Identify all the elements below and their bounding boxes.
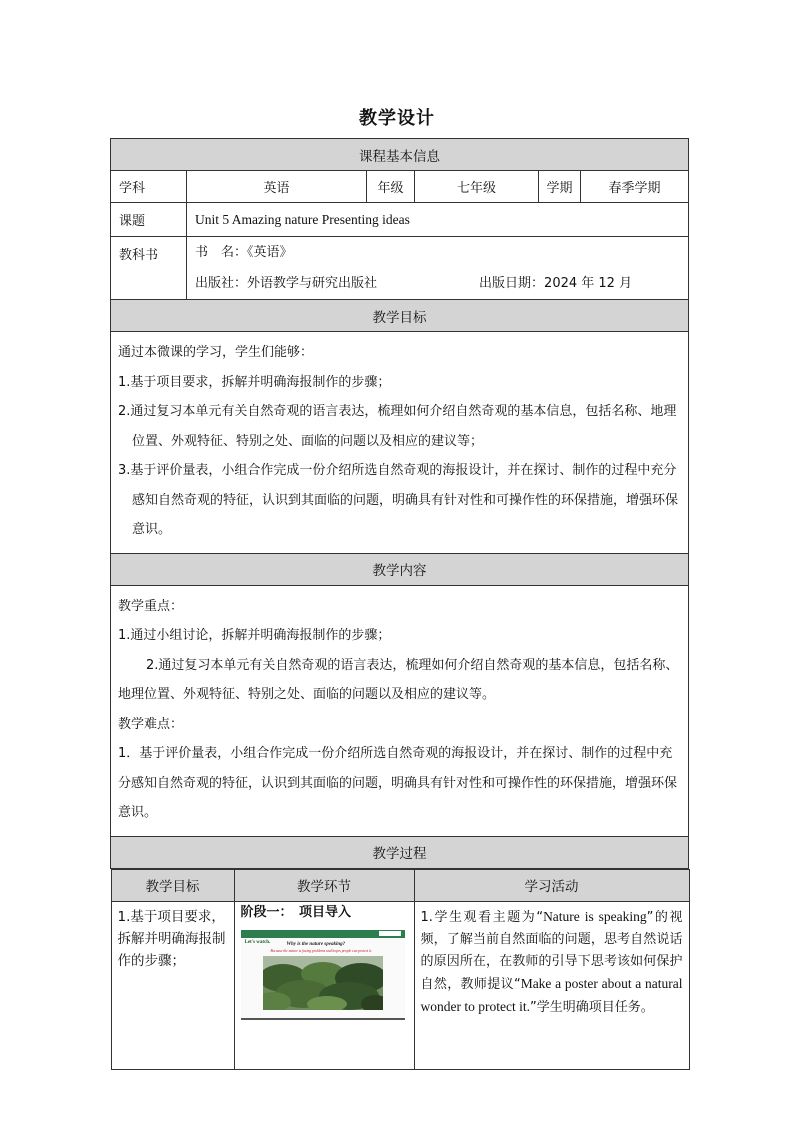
difficulty-item: 1．基于评价量表，小组合作完成一份介绍所选自然奇观的海报设计，并在探讨、制作的过程中充分感知自然奇观的特征，认识到其面临的问题，明确具有针对性和可操作性的环保措施，增强环保意识。	[118, 746, 678, 820]
publisher-logo-icon	[379, 931, 401, 936]
key-point-item: 1.通过小组讨论，拆解并明确海报制作的步骤；	[118, 628, 391, 643]
objectives-body	[111, 332, 689, 554]
activity-teacher-quote: Make a poster about a natural wonder to protect it.	[420, 975, 683, 1014]
subject-value: 英语	[187, 171, 367, 203]
publisher-line	[195, 268, 680, 299]
key-point-item: 2.通过复习本单元有关自然奇观的语言表达，梳理如何介绍自然奇观的基本信息，包括名称、地理位置、外观特征、特别之处、面临的问题以及相应的建议等。	[118, 657, 679, 702]
objectives-intro: 通过本微课的学习，学生们能够：	[118, 345, 314, 360]
slide-lets-watch: Let's watch.	[244, 939, 271, 945]
process-table-wrap	[111, 868, 689, 1070]
col-header-goal: 教学目标	[111, 869, 234, 901]
section-header-content: 教学内容	[111, 553, 689, 585]
process-table	[111, 869, 690, 1070]
content-body	[111, 585, 689, 836]
key-points-label: 教学重点：	[118, 598, 184, 614]
slide-thumbnail	[241, 930, 405, 1020]
lesson-plan-table	[110, 138, 689, 1070]
activity-text: 1.学生观看主题为“	[420, 909, 544, 925]
publish-date: 出版日期：2024 年 12 月	[479, 276, 633, 291]
topic-label: 课题	[111, 203, 187, 237]
col-header-activity: 学习活动	[414, 869, 689, 901]
subject-label: 学科	[111, 171, 187, 203]
textbook-label: 教科书	[111, 237, 187, 300]
topic-value: Unit 5 Amazing nature Presenting ideas	[187, 203, 689, 237]
slide-question: Why is the nature speaking?	[286, 941, 346, 947]
section-header-objectives: 教学目标	[111, 300, 689, 332]
process-activity	[414, 901, 689, 1069]
document-title: 教学设计	[359, 108, 435, 129]
col-header-step: 教学环节	[234, 869, 414, 901]
section-header-process: 教学过程	[111, 836, 689, 868]
objective-item: 2.通过复习本单元有关自然奇观的语言表达，梳理如何介绍自然奇观的基本信息，包括名称、地理位置、外观特征、特别之处、面临的问题以及相应的建议等；	[118, 404, 677, 449]
textbook-info	[187, 237, 689, 300]
section-header-basic-info: 课程基本信息	[111, 139, 689, 171]
book-name: 书 名：《英语》	[195, 245, 293, 260]
activity-text: ”学生明确项目任务。	[529, 999, 654, 1015]
process-goal: 1.基于项目要求，拆解并明确海报制作的步骤；	[111, 901, 234, 1069]
difficulty-label: 教学难点：	[118, 716, 184, 732]
forest-photo-image	[263, 956, 383, 1010]
activity-text: ”的视频，了解当前自然面临的问题，思考自然说话的原因所在，在教师的引导下思考该如何保护自然，教师提议“	[420, 909, 683, 992]
objective-item: 1.基于项目要求，拆解并明确海报制作的步骤；	[118, 374, 391, 390]
grade-value: 七年级	[415, 171, 539, 203]
publisher: 出版社：外语教学与研究出版社	[195, 276, 378, 291]
objective-item: 3.基于评价量表，小组合作完成一份介绍所选自然奇观的海报设计，并在探讨、制作的过程中充分感知自然奇观的特征，认识到其面临的问题，明确具有针对性和可操作性的环保措施，增强环保意识。	[118, 463, 679, 537]
slide-subtitle: Because the nature is facing problems and hopes people can protect it.	[270, 948, 373, 953]
process-step	[234, 901, 414, 1069]
activity-video-title: Nature is speaking	[543, 908, 647, 924]
term-value: 春季学期	[581, 171, 689, 203]
stage-title: 阶段一： 项目导入	[240, 904, 352, 920]
term-label: 学期	[539, 171, 581, 203]
grade-label: 年级	[367, 171, 415, 203]
